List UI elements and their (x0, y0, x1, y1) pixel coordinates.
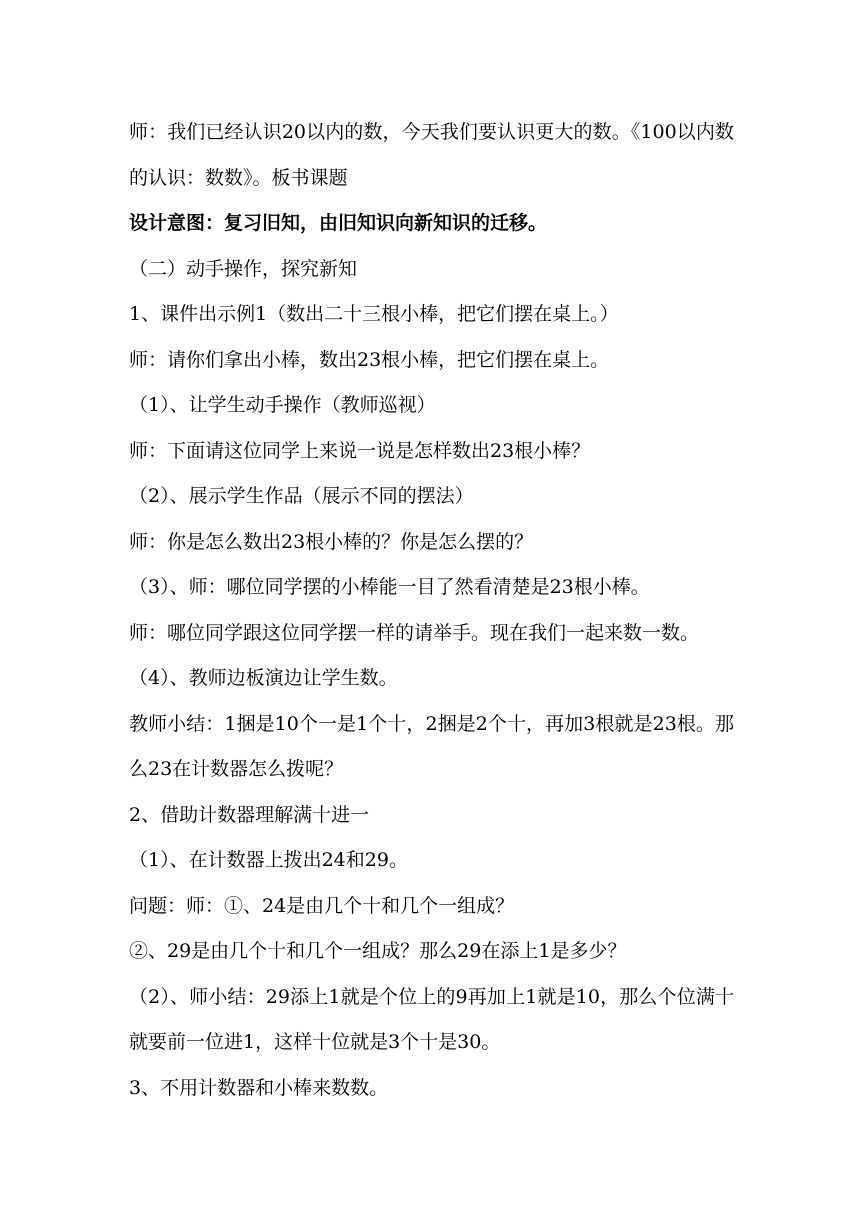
document-body (129, 110, 734, 1111)
paragraph-teacher-summary: 教师小结：1捆是10个一是1个十，2捆是2个十，再加3根就是23根。那么23在计数器怎么拨呢？ (129, 712, 734, 780)
paragraph-design-intent: 设计意图：复习旧知，由旧知识向新知识的迁移。 (129, 212, 548, 234)
paragraph-counter-step-1: （1）、在计数器上拨出24和29。 (129, 849, 408, 871)
paragraph-step-4: （4）、教师边板演边让学生数。 (129, 667, 398, 689)
paragraph-step-3: （3）、师：哪位同学摆的小棒能一目了然看清楚是23根小棒。 (129, 576, 650, 598)
paragraph-example-1: 1、课件出示例1（数出二十三根小棒，把它们摆在桌上。） (129, 303, 619, 325)
paragraph-counter-heading: 2、借助计数器理解满十进一 (129, 803, 370, 826)
paragraph-step-1: （1）、让学生动手操作（教师巡视） (129, 394, 436, 416)
paragraph-question-24: 问题：师：①、24是由几个十和几个一组成？ (129, 894, 515, 917)
paragraph-teacher-question-2: 师：你是怎么数出23根小棒的？你是怎么摆的？ (129, 530, 534, 553)
paragraph-teacher-intro: 师：我们已经认识20以内的数，今天我们要认识更大的数。《100以内数的认识：数数》。板书课题 (129, 121, 734, 189)
section-heading-hands-on: （二）动手操作，探究新知 (129, 257, 358, 280)
paragraph-question-29: ②、29是由几个十和几个一组成？那么29在添上1是多少？ (129, 940, 627, 962)
paragraph-teacher-instruction: 师：请你们拿出小棒，数出23根小棒，把它们摆在桌上。 (129, 348, 610, 371)
paragraph-counter-summary: （2）、师小结：29添上1就是个位上的9再加上1就是10，那么个位满十就要前一位进1，这样十位就是3个十是30。 (129, 985, 734, 1053)
paragraph-counting-without-tools: 3、不用计数器和小棒来数数。 (129, 1076, 389, 1099)
paragraph-step-2: （2）、展示学生作品（展示不同的摆法） (129, 485, 474, 507)
paragraph-teacher-question-3: 师：哪位同学跟这位同学摆一样的请举手。现在我们一起来数一数。 (129, 621, 700, 644)
paragraph-teacher-question-1: 师：下面请这位同学上来说一说是怎样数出23根小棒？ (129, 439, 591, 462)
